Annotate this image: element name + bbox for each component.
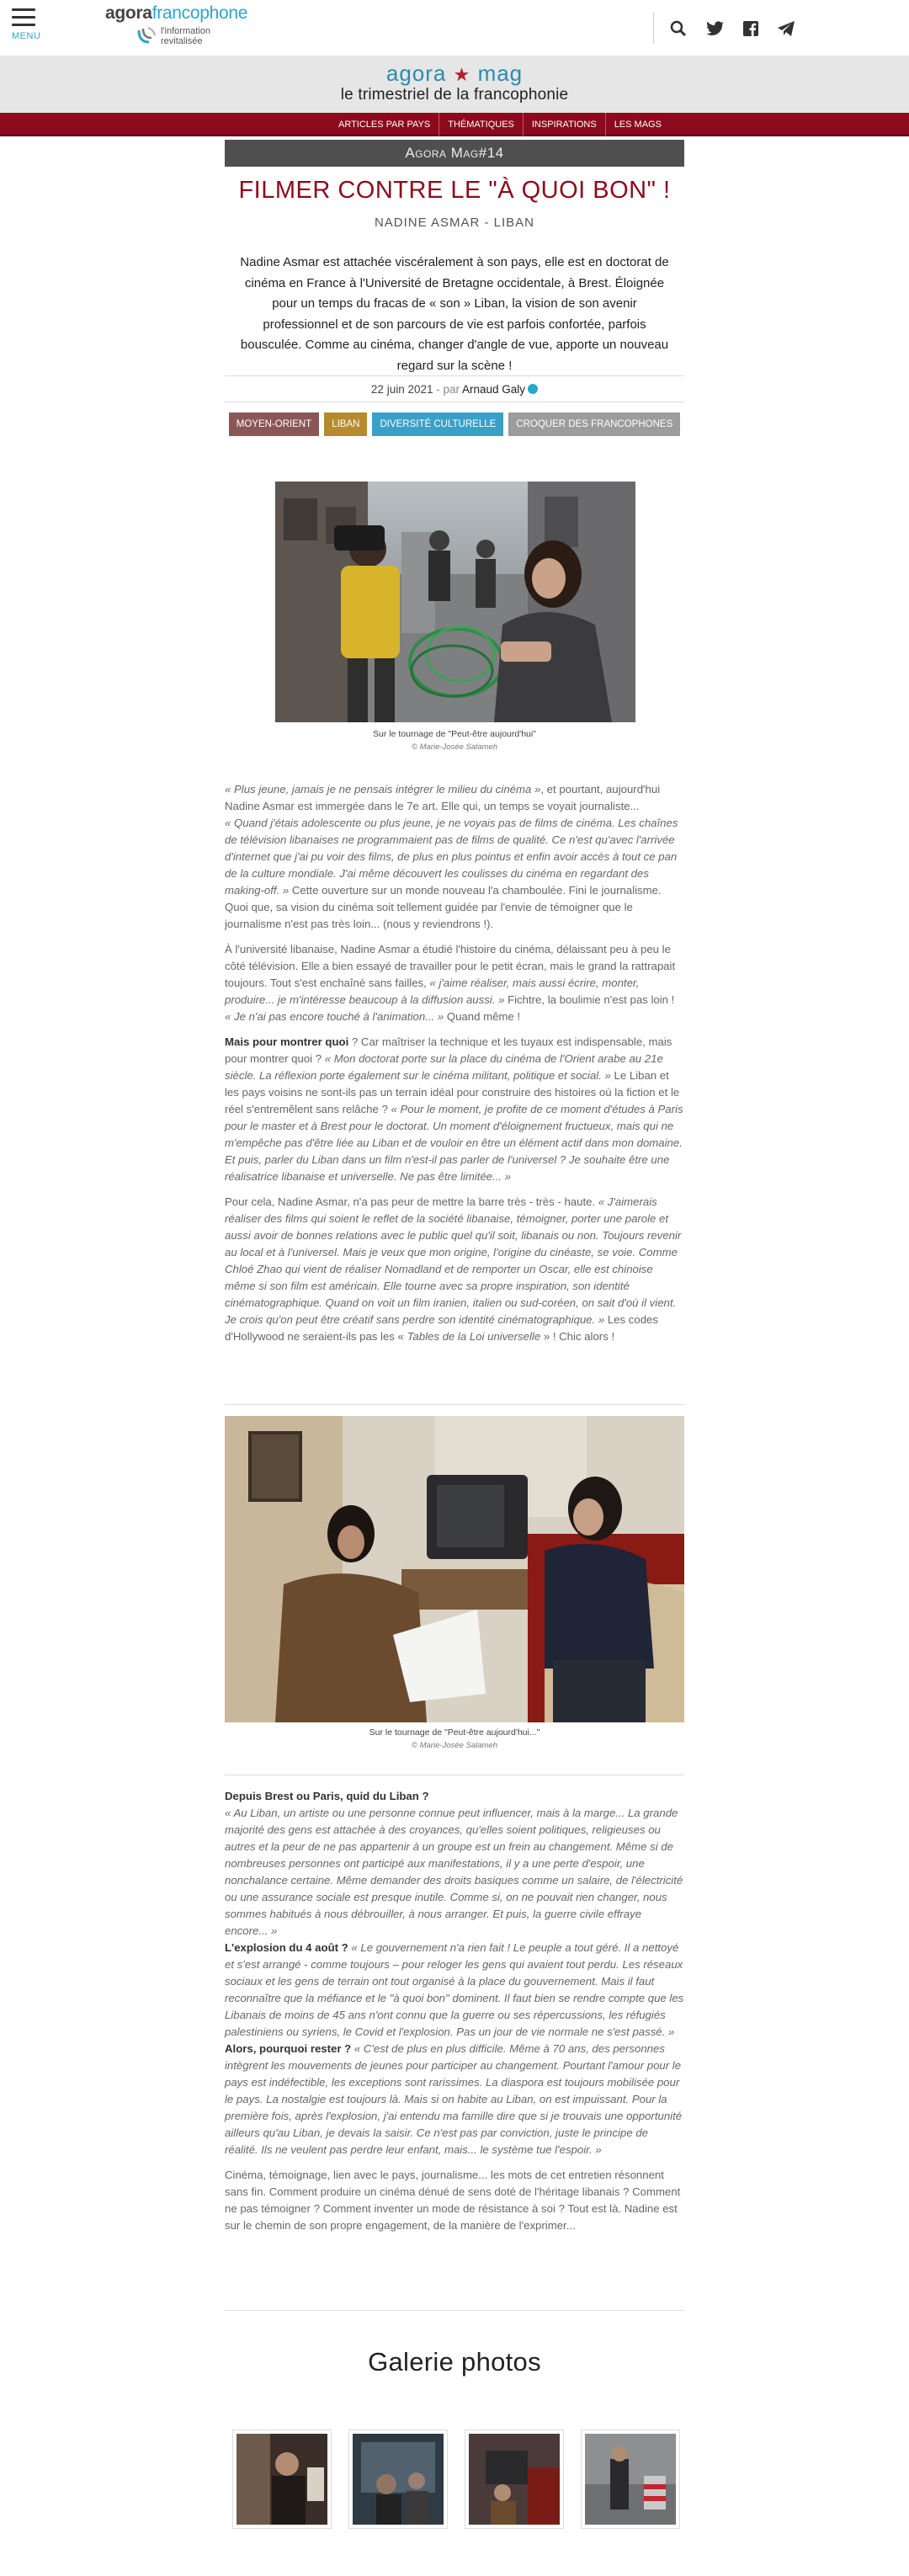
menu-label: MENU [12,31,41,41]
paragraph [225,1034,684,1185]
paragraph-text: , et pourtant, aujourd'hui Nadine Asmar est immergée dans le 7e art. Elle qui, un temps se voyait journaliste... [225,783,661,812]
paragraph-text: Le Liban et les pays voisins ne sont-ils pas un terrain idéal pour construire des histoires où la fiction et le réel s'entremêlent sans relâche ? [225,1069,680,1115]
mag-logo-agora: agora [385,61,447,86]
article-author-link[interactable]: Arnaud Galy [462,383,526,396]
interview-question-3 [225,2041,684,2158]
quote-text: Tables de la Loi universelle [407,1330,541,1343]
photo-2-credit: © Marie-Josée Salameh [411,1741,498,1750]
quote-text: « J'aimerais réaliser des films qui soient le reflet de la société libanaise, témoigner, porter une parole et aussi avoir de bonnes relations avec le public quel qu'il soit, libanais ou non. Toujours revenir au local et à l'universel. Mais je veux que mon origine, l'origine du cinéaste, se voie. Comme Chloé Zhao qui vient de réaliser Nomadland et de remporter un Oscar, elle est chinoise même si son film est américain. Elle tourne avec sa propre inspiration, son identité cinématographique. Quand on voit un film iranien, italien ou sud-coréen, on sait d'où il vient. Je crois qu'on peut être créatif sans perdre son identité cinématographique. » [225,1195,682,1326]
twitter-icon[interactable] [704,17,727,40]
quote-text: « Plus jeune, jamais je ne pensais intégrer le milieu du cinéma » [225,783,541,796]
site-logo[interactable] [105,3,265,52]
article-subtitle: NADINE ASMAR - LIBAN [374,216,535,230]
mag-banner [0,56,909,113]
gallery-thumbnail[interactable] [232,2430,332,2529]
logo-text-agora: agora [105,3,152,23]
paragraph-text: Pour cela, Nadine Asmar, n'a pas peur de mettre la barre très - très - haute. [225,1195,598,1208]
article-photo-1[interactable] [275,482,635,722]
interview-question-2 [225,1940,684,2041]
search-icon[interactable] [667,17,690,40]
logo-text-francophone: francophone [152,3,248,23]
paragraph-text: ? Car maîtriser la technique et les tuyaux est indispensable, mais pour montrer quoi ? [225,1035,672,1065]
tag-liban[interactable]: LIBAN [324,412,367,436]
hamburger-icon-bar [12,24,35,26]
byline-prefix: - par [433,383,463,396]
article-lead: Nadine Asmar est attachée viscéralement à son pays, elle est en doctorat de cinéma en France à l'Université de Bretagne occidentale, à Brest. Éloignée pour un temps du fracas de « son » Liban, la vision de son avenir professionnel et de son parcours de vie est parfois confortée, parfois bousculée. Comme au cinéma, changer d'angle de vue, apporte un nouveau regard sur la scène ! [240,255,669,373]
issue-label[interactable]: Agora Mag#14 [225,140,684,167]
article-body-2 [225,1788,684,2243]
article-date: 22 juin 2021 [370,383,433,396]
quote-text: « C'est de plus en plus difficile. Même à 70 ans, des personnes intègrent les mouvements de jeunes pour participer au changement. Pourtant l'amour pour le pays est indéfectible, les exceptions sont rarissimes. La diaspora est toujours mobilisée pour le pays. La nostalgie est toujours là. Mais si on habite au Liban, on est impuissant. Pour la première fois, après l'explosion, j'ai entendu ma famille dire que si je trouvais une opportunité ailleurs qu'au Liban, je devais la saisir. Ce n'est pas par conviction, juste le principe de réalité. Ils ne veulent pas perdre leur enfant, mais... le système tue l'espoir. » [225,2042,683,2156]
paragraph [225,781,684,933]
closing-paragraph: Cinéma, témoignage, lien avec le pays, journalisme... les mots de cet entretien résonnent sans fin. Comment produire un cinéma dénué de sens doté de l'héritage libanais ? Comment ne pas témoigner ? Comment inventer un mode de résistance à soi ? Tout est là. Nadine est sur le chemin de son propre engagement, de la manière de l'exprimer... [225,2169,681,2232]
gallery-thumbnail[interactable] [581,2430,680,2529]
menu-button[interactable] [12,8,41,45]
star-icon: ★ [453,64,471,85]
nav-item-inspirations[interactable]: INSPIRATIONS [524,113,606,136]
quote-text: « Je n'ai pas encore touché à l'animation... » [225,1010,444,1023]
article-body-1 [225,781,684,1354]
quote-text: « Le gouvernement n'a rien fait ! Le peuple a tout géré. Il a nettoyé et s'est arrangé - comme toujours – pour reloger les gens qui avaient tout perdu. Les réseaux sociaux et les gens de terrain ont tout organisé à la place du gouvernement. Mais il faut reconnaître que la méfiance et le "à quoi bon" dominent. Il faut bien se rendre compte que les Libanais de moins de 45 ans n'ont connu que la guerre ou ses répercussions, les réfugiés palestiniens ou syriens, le Covid et l'explosion. Pas un jour de vie normale ne s'est passé. » [225,1941,684,2038]
photo-1-caption: Sur le tournage de "Peut-être aujourd'hui" [373,729,536,739]
paragraph-lead: Mais pour montrer quoi [225,1035,349,1048]
interview-question-1 [225,1788,684,1940]
question-heading: Depuis Brest ou Paris, quid du Liban ? [225,1790,429,1802]
hamburger-icon [12,8,35,11]
site-header [0,0,909,56]
gallery-thumbnail[interactable] [465,2430,564,2529]
mag-logo-mag: mag [477,61,524,86]
divider [225,1404,684,1405]
author-badge-icon [528,384,538,394]
paragraph-text: Cette ouverture sur un monde nouveau l'a chamboulée. Fini le journalisme. Quoi que, sa vision du cinéma soit tellement guidée par l'envie de témoigner que le journalisme n'est pas très loin... (nous y reviendrons !). [225,884,662,930]
article-photo-2[interactable] [225,1416,684,1722]
logo-tagline-2: revitalisée [161,36,203,46]
paragraph-text: À l'université libanaise, Nadine Asmar a étudié l'histoire du cinéma, délaissant peu à peu le côté télévision. Elle a bien essayé de travailler pour le petit écran, mais le grand la rattrapait toujours. Tout s'est enchaîné sans failles, [225,943,676,989]
nav-item-articles-par-pays[interactable]: ARTICLES PAR PAYS [330,113,439,136]
question-heading: Alors, pourquoi rester ? [225,2042,352,2055]
article-title: FILMER CONTRE LE "À QUOI BON" ! [238,177,671,204]
quote-text: « Au Liban, un artiste ou une personne connue peut influencer, mais à la marge... La grande majorité des gens est attachée à des croyances, qu'elles soient politiques, religieuses ou autres et la peur de ne pas appartenir à un groupe est un frein au changement. Même si de nombreuses personnes ont participé aux manifestations, il y a une perte d'espoir, une nonchalance certaine. Même demander des droits basiques comme un salaire, de l'électricité ou une assurance sociale est presque inutile. Comme si, on ne pouvait rien changer, nous sommes habitués à nous débrouiller, à nous arranger. Et puis, la guerre civile effraye encore... » [225,1807,683,1937]
tag-croquer-des-francophones[interactable]: CROQUER DES FRANCOPHONES [508,412,680,436]
article-meta [225,375,684,402]
header-divider [653,12,654,44]
facebook-icon[interactable] [739,17,763,40]
paragraph [225,941,684,1025]
gallery-thumbnail[interactable] [348,2430,448,2529]
paragraph-text: Les codes d'Hollywood ne seraient-ils pas les « [225,1313,658,1343]
mag-subtitle: le trimestriel de la francophonie [340,86,569,104]
paragraph-text: Quand même ! [444,1010,521,1023]
gallery-title: Galerie photos [368,2347,541,2376]
nav-item-thematiques[interactable]: THÉMATIQUES [439,113,524,136]
photo-1-credit: © Marie-Josée Salameh [411,742,498,752]
divider [225,2310,684,2311]
tag-diversite-culturelle[interactable]: DIVERSITÉ CULTURELLE [372,412,503,436]
quote-text: « j'aime réaliser, mais aussi écrire, monter, produire... je m'intéresse beaucoup à la diffusion aussi. » [225,977,640,1006]
quote-text: « Mon doctorat porte sur la place du cinéma de l'Orient arabe au 21e siècle. La réflexion porte également sur le cinéma militant, politique et social. » [225,1052,663,1082]
telegram-icon[interactable] [774,17,798,40]
quote-text: « Quand j'étais adolescente ou plus jeune, je ne voyais pas de films de cinéma. Les chaînes de télévision libanaises ne programmaient pas de films de qualité. Ce n'est qu'avec l'arrivée d'internet que j'ai pu voir des films, de plus en plus pointus et enfin avoir accès à tout ce pan de la culture mondiale. J'ai même découvert les coulisses du cinéma en regardant des making-off. » [225,817,678,897]
hamburger-icon-bar [12,16,35,19]
paragraph-text: Fichtre, la boulimie n'est pas loin ! [504,993,675,1006]
logo-swirl-icon [136,25,157,47]
main-nav [0,113,909,136]
tag-list [225,412,684,436]
mag-logo[interactable] [0,61,909,87]
paragraph [225,1194,684,1345]
tag-moyen-orient[interactable]: MOYEN-ORIENT [229,412,319,436]
question-heading: L'explosion du 4 août ? [225,1941,348,1954]
photo-2-caption: Sur le tournage de "Peut-être aujourd'hui..." [369,1727,540,1738]
paragraph-text: » ! Chic alors ! [540,1330,615,1343]
nav-item-les-mags[interactable]: LES MAGS [614,120,662,130]
quote-text: « Pour le moment, je profite de ce moment d'études à Paris pour le master et à Brest pour le doctorat. Un moment d'éloignement fructueux, mais qui ne m'empêche pas d'être liée au Liban et de vouloir en être un élément actif dans mon domaine. Et puis, parler du Liban dans un film n'est-il pas parler de l'universel ? Je souhaite être une réalisatrice libanaise et universelle. Ne pas être limitée... » [225,1103,683,1183]
logo-tagline-1: l'information [161,26,210,36]
